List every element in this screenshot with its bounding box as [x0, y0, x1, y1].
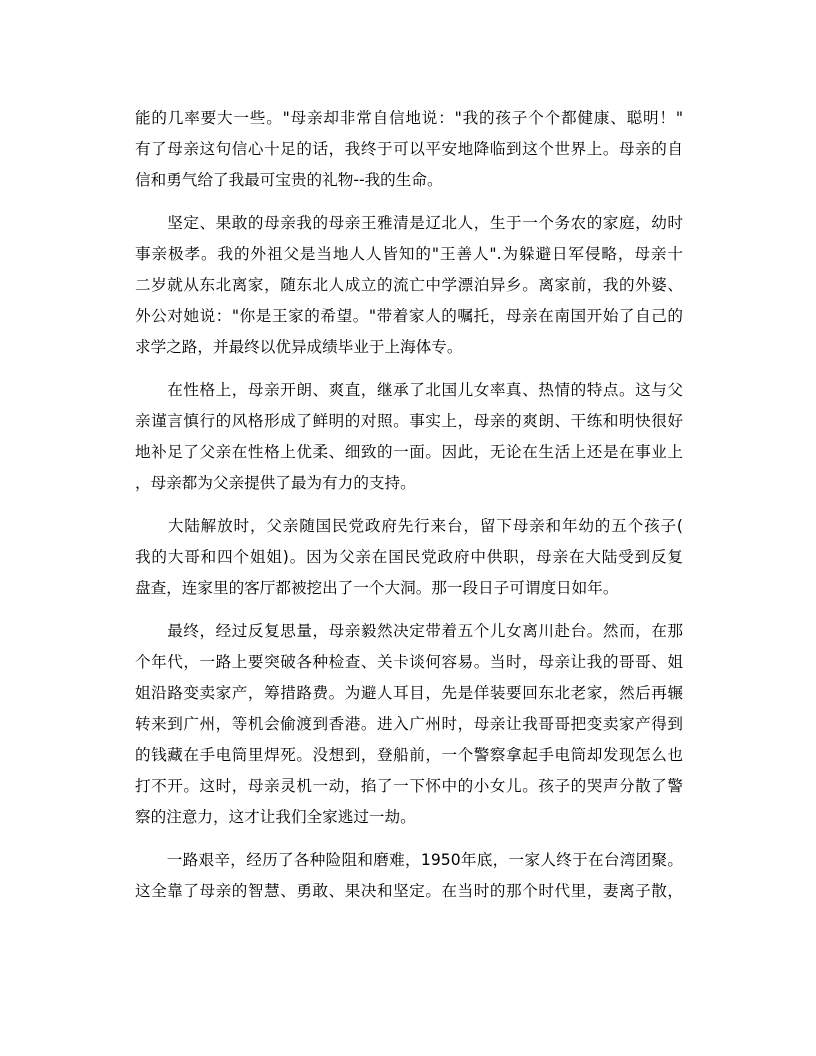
- text-line: 察的注意力，这才让我们全家逃过一劫。: [135, 808, 416, 826]
- text-line: 打不开。这时，母亲灵机一动，掐了一下怀中的小女儿。孩子的哭声分散了警: [135, 777, 683, 795]
- text-line: 在性格上，母亲开朗、爽直，继承了北国儿女率真、热情的特点。这与父: [135, 381, 683, 399]
- text-line: 信和勇气给了我最可宝贵的礼物--我的生命。: [135, 171, 443, 189]
- paragraph-6: [135, 845, 683, 907]
- text-line: 的钱藏在手电筒里焊死。没想到，登船前，一个警察拿起手电筒却发现怎么也: [135, 746, 683, 764]
- paragraph-4: [135, 511, 683, 604]
- text-line: 事亲极孝。我的外祖父是当地人人皆知的"王善人".为躲避日军侵略，母亲十: [135, 245, 683, 263]
- text-line: 外公对她说："你是王家的希望。"带着家人的嘱托，母亲在南国开始了自己的: [135, 307, 683, 325]
- body-text: [135, 103, 683, 919]
- text-line: 大陆解放时，父亲随国民党政府先行来台，留下母亲和年幼的五个孩子(: [135, 517, 683, 535]
- paragraph-1: [135, 103, 683, 196]
- text-line: ，母亲都为父亲提供了最为有力的支持。: [135, 474, 416, 492]
- text-line: 个年代，一路上要突破各种检查、关卡谈何容易。当时，母亲让我的哥哥、姐: [135, 653, 683, 671]
- paragraph-2: [135, 208, 683, 363]
- text-line: 坚定、果敢的母亲我的母亲王雅清是辽北人，生于一个务农的家庭，幼时: [135, 214, 683, 232]
- text-line: 能的几率要大一些。"母亲却非常自信地说："我的孩子个个都健康、聪明！": [135, 109, 683, 127]
- text-line: 这全靠了母亲的智慧、勇敢、果决和坚定。在当时的那个时代里，妻离子散，: [135, 882, 683, 900]
- text-line: 亲谨言慎行的风格形成了鲜明的对照。事实上，母亲的爽朗、干练和明快很好: [135, 412, 683, 430]
- text-line: 转来到广州，等机会偷渡到香港。进入广州时，母亲让我哥哥把变卖家产得到: [135, 715, 683, 733]
- paragraph-3: [135, 375, 683, 499]
- text-line: 地补足了父亲在性格上优柔、细致的一面。因此，无论在生活上还是在事业上: [135, 443, 683, 461]
- text-line: 有了母亲这句信心十足的话，我终于可以平安地降临到这个世界上。母亲的自: [135, 140, 683, 158]
- text-line: 姐沿路变卖家产，筹措路费。为避人耳目，先是佯装要回东北老家，然后再辗: [135, 684, 683, 702]
- paragraph-5: [135, 616, 683, 833]
- text-line: 最终，经过反复思量，母亲毅然决定带着五个儿女离川赴台。然而，在那: [135, 622, 683, 640]
- text-line: 盘查，连家里的客厅都被挖出了一个大洞。那一段日子可谓度日如年。: [135, 579, 619, 597]
- text-line: 一路艰辛，经历了各种险阻和磨难，1950年底，一家人终于在台湾团聚。: [135, 851, 683, 869]
- text-line: 求学之路，并最终以优异成绩毕业于上海体专。: [135, 338, 463, 356]
- text-line: 我的大哥和四个姐姐)。因为父亲在国民党政府中供职，母亲在大陆受到反复: [135, 548, 683, 566]
- text-line: 二岁就从东北离家，随东北人成立的流亡中学漂泊异乡。离家前，我的外婆、: [135, 276, 683, 294]
